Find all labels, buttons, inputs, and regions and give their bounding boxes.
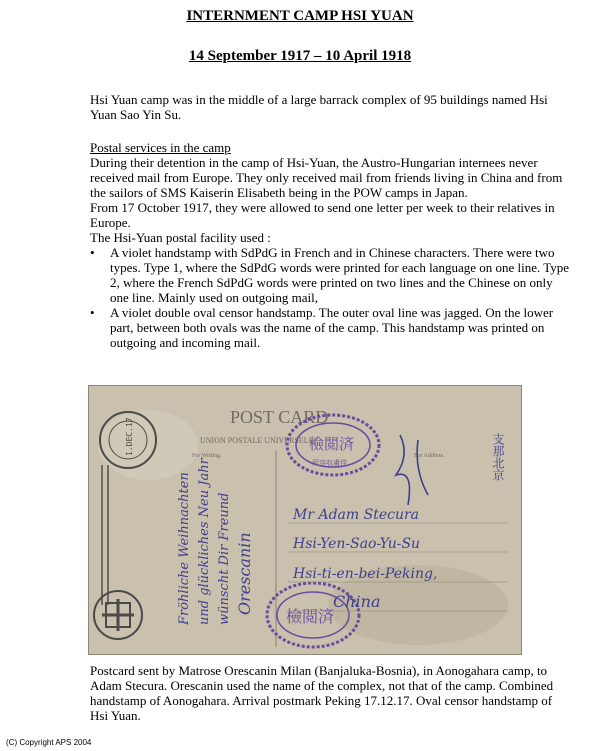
combined-handstamp-characters: 檢閲済 — [286, 607, 335, 626]
postal-paragraph-1: During their detention in the camp of Hsi-Yuan, the Austro-Hungarian internees never received mail from Europe. They only received mail from friends living in China and from the sailors of SMS Kaiserin Elisabeth being in the POW camps in Japan. — [90, 155, 563, 200]
postal-paragraph-3: The Hsi-Yuan postal facility used : — [90, 230, 271, 245]
page-title: INTERNMENT CAMP HSI YUAN — [186, 8, 414, 24]
list-item — [90, 245, 570, 305]
address-line: Hsi-Yen-Sao-Yu-Su — [293, 536, 421, 552]
postal-facility-list — [90, 245, 570, 350]
censor-camp-name: 所容収虜俘 — [312, 459, 347, 467]
address-line: Mr Adam Stecura — [293, 507, 420, 523]
censor-characters: 檢閲済 — [309, 435, 355, 453]
intro-paragraph: Hsi Yuan camp was in the middle of a large barrack complex of 95 buildings named Hsi Yuan Sao Yin Su. — [90, 92, 548, 122]
postcard-heading: POST CARD — [230, 407, 329, 427]
list-item-text: A violet handstamp with SdPdG in French and in Chinese characters. There were two types. Type 1, where the SdPdG words were printed for each language on one line. Type 2, where the French SdPdG words were printed on two lines and the Chinese on only one line. Mainly used on outgoing mail, — [110, 245, 570, 305]
bullet-icon: • — [90, 245, 95, 260]
handwritten-line: wünscht Dir Freund — [217, 492, 232, 625]
for-writing-label: For Writing. — [192, 453, 222, 459]
list-item — [90, 305, 570, 350]
chinese-destination: 支那北京 — [491, 433, 505, 481]
postmark-date: 1.DEC.17 — [125, 417, 134, 456]
postcard-caption: Postcard sent by Matrose Orescanin Milan (Banjaluka-Bosnia), in Aonogahara camp, to Adam Stecura. Orescanin used the name of the complex, not that of the camp. Combined handstamp of Aonogahara. Arrival postmark Peking 17.12.17. Oval censor handstamp of Hsi Yuan. — [90, 663, 554, 723]
list-item-text: A violet double oval censor handstamp. The outer oval line was jagged. On the lower part, between both ovals was the name of the camp. This handstamp was printed on outgoing and incoming mail. — [110, 305, 554, 350]
postcard-image — [88, 385, 522, 655]
postal-paragraph-2: From 17 October 1917, they were allowed to send one letter per week to their relatives in Europe. — [90, 200, 555, 230]
date-range: 14 September 1917 – 10 April 1918 — [188, 48, 412, 64]
bullet-icon: • — [90, 305, 95, 320]
postal-services-heading: Postal services in the camp — [90, 140, 231, 155]
handwritten-line: Fröhliche Weihnachten — [177, 472, 192, 625]
postcard-illustration — [88, 385, 522, 655]
address-line: Hsi-ti-en-bei-Peking, — [293, 566, 438, 582]
handwritten-line: und glückliches Neu Jahr — [197, 458, 212, 625]
postal-services-section — [90, 140, 570, 350]
for-address-label: For Address. — [414, 453, 445, 459]
address-line: China — [333, 592, 381, 611]
handwritten-signature: Orescanin — [235, 532, 254, 615]
copyright-notice: (C) Copyright APS 2004 — [6, 738, 92, 747]
postcard-union-text: UNION POSTALE UNIVERSELLE — [200, 436, 319, 445]
